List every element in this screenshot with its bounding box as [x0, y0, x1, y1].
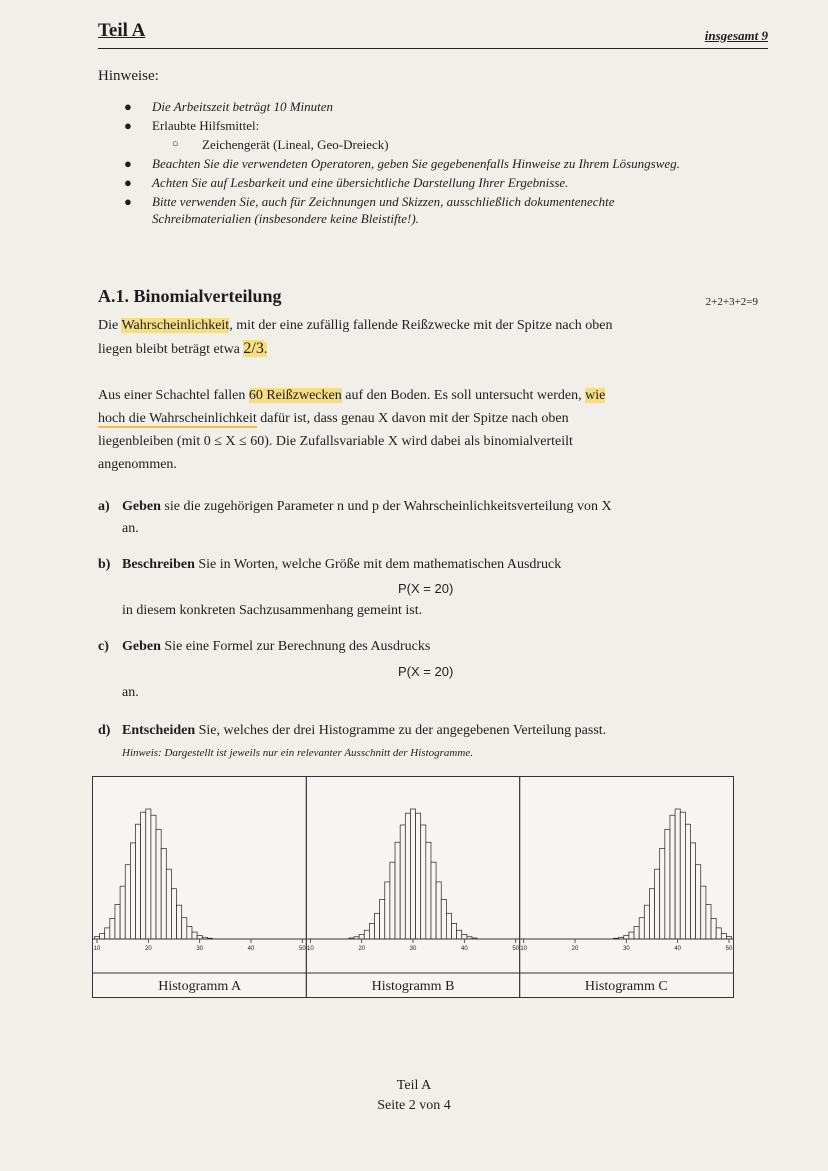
- histogram-bar: [665, 829, 670, 939]
- histogram-bar: [624, 935, 629, 939]
- histogram-b: [306, 777, 519, 997]
- histogram-bar: [649, 889, 654, 939]
- histogram-bar: [192, 932, 197, 939]
- bullet-icon: ●: [124, 156, 132, 171]
- histogram-bar: [431, 862, 436, 939]
- formula-c: P(X = 20): [398, 664, 454, 679]
- list-item: ● Erlaubte Hilfsmittel:: [124, 118, 260, 133]
- histogram-bar: [110, 918, 115, 939]
- problem-paragraph: Aus einer Schachtel fallen 60 Reißzwecken auf den Boden. Es soll untersucht werden, wie hoch die Wahrscheinlichkeit dafür ist, dass genau X davon mit der Spitze nach oben liegenbleiben (mit 0 ≤ X ≤ 60). Die Zufallsvariable X wird dabei als binomialverteilt angenommen.: [98, 388, 606, 472]
- histogram-bar: [721, 934, 726, 939]
- list-item: ● Beachten Sie die verwendeten Operatoren, geben Sie gegebenenfalls Hinweise zu Ihrem Lösungsweg.: [124, 156, 680, 171]
- histogram-panel: [92, 776, 734, 998]
- histogram-bar: [441, 899, 446, 939]
- intro-paragraph: Die Wahrscheinlichkeit, mit der eine zufällig fallende Reißzwecke mit der Spitze nach oben liegen bleibt beträgt etwa 2/3.: [98, 318, 613, 357]
- histogram-a: [93, 809, 306, 994]
- task-d-hint: Hinweis: Dargestellt ist jeweils nur ein relevanter Ausschnitt der Histogramme.: [122, 747, 473, 759]
- tick-label: 30: [409, 946, 417, 952]
- histogram-bar: [136, 824, 141, 939]
- page-header: [98, 18, 768, 49]
- histogram-bar: [100, 934, 105, 939]
- footer-part: Teil A: [396, 1078, 432, 1093]
- histogram-bar: [416, 813, 421, 939]
- histogram-bar: [177, 905, 182, 939]
- bullet-icon: ●: [124, 99, 132, 114]
- histogram-title: Histogramm C: [584, 979, 668, 994]
- histogram-bar: [120, 886, 125, 939]
- list-item: ● Die Arbeitszeit beträgt 10 Minuten: [124, 99, 334, 114]
- hinweise-list: [120, 98, 760, 229]
- histogram-bar: [706, 905, 711, 939]
- tick-label: 50: [725, 946, 733, 952]
- header-title: Teil A: [98, 20, 146, 41]
- tick-label: 30: [196, 946, 204, 952]
- tick-label: 20: [144, 946, 152, 952]
- histogram-bar: [446, 913, 451, 939]
- histogram-bar: [151, 815, 156, 939]
- histogram-bar: [634, 926, 639, 939]
- histogram-bar: [680, 812, 685, 939]
- histogram-bar: [644, 905, 649, 939]
- highlight: Wahrscheinlichkeit: [121, 318, 230, 333]
- list-item: ● Achten Sie auf Lesbarkeit und eine übersichtliche Darstellung Ihrer Ergebnisse.: [124, 175, 569, 190]
- tick-label: 50: [298, 946, 306, 952]
- tick-label: 40: [247, 946, 255, 952]
- tick-label: 10: [520, 946, 528, 952]
- histogram-bar: [457, 930, 462, 939]
- histogram-bar: [405, 813, 410, 939]
- histogram-bar: [660, 848, 665, 939]
- histogram-bar: [452, 923, 457, 939]
- histogram-bar: [197, 935, 202, 939]
- bullet-icon: ●: [124, 175, 132, 190]
- histogram-bar: [685, 824, 690, 939]
- histogram-title: Histogramm A: [158, 979, 242, 994]
- task-c-cont: an.: [122, 685, 139, 700]
- tick-label: 20: [358, 946, 366, 952]
- histogram-bar: [400, 825, 405, 939]
- task-a: a) Geben sie die zugehörigen Parameter n und p der Wahrscheinlichkeitsverteilung von X an.: [98, 499, 612, 536]
- hinweise-title: Hinweise:: [98, 68, 159, 84]
- histogram-bar: [629, 932, 634, 939]
- histogram-bar: [161, 848, 166, 939]
- tick-label: 40: [674, 946, 682, 952]
- histogram-bar: [385, 882, 390, 939]
- histogram-bar: [171, 889, 176, 939]
- header-total-points: insgesamt 9: [704, 28, 768, 43]
- histogram-bar: [369, 923, 374, 939]
- formula-b: P(X = 20): [398, 581, 454, 596]
- tick-label: 30: [622, 946, 630, 952]
- tick-label: 50: [512, 946, 520, 952]
- histograms-svg: [93, 777, 733, 997]
- histogram-c: [520, 777, 733, 997]
- bullet-icon: ●: [124, 194, 132, 209]
- task-b: b) Beschreiben Sie in Worten, welche Größe mit dem mathematischen Ausdruck: [98, 557, 562, 572]
- section-points: 2+2+3+2=9: [705, 296, 758, 308]
- histogram-bar: [130, 843, 135, 939]
- histogram-bar: [421, 825, 426, 939]
- list-item: ● Bitte verwenden Sie, auch für Zeichnungen und Skizzen, ausschließlich dokumentenechte Schreibmaterialien (insbesondere keine Bleistifte!).: [124, 194, 615, 226]
- circle-bullet-icon: ○: [172, 138, 179, 150]
- histogram-bar: [655, 869, 660, 939]
- histogram-bar: [166, 869, 171, 939]
- highlight: 60 Reißzwecken: [248, 388, 342, 403]
- histogram-bar: [125, 865, 130, 939]
- tick-label: 20: [571, 946, 579, 952]
- histogram-bar: [380, 899, 385, 939]
- histogram-bar: [639, 918, 644, 939]
- list-item: ○ Zeichengerät (Lineal, Geo-Dreieck): [172, 137, 389, 152]
- histogram-bar: [375, 913, 380, 939]
- histogram-bar: [359, 934, 364, 939]
- histogram-bar: [105, 928, 110, 939]
- histogram-bar: [390, 862, 395, 939]
- histogram-bar: [462, 934, 467, 939]
- histogram-bar: [364, 930, 369, 939]
- histogram-bar: [716, 928, 721, 939]
- task-d: d) Entscheiden Sie, welches der drei Histogramme zu der angegebenen Verteilung passt.: [98, 723, 607, 738]
- histogram-bar: [146, 809, 151, 939]
- task-b-cont: in diesem konkreten Sachzusammenhang gemeint ist.: [122, 603, 423, 618]
- tick-label: 10: [306, 946, 314, 952]
- histogram-bar: [696, 865, 701, 939]
- histogram-bar: [410, 809, 415, 939]
- histogram-bar: [115, 905, 120, 939]
- histogram-bar: [436, 882, 441, 939]
- underline-highlight: hoch die Wahrscheinlichkeit: [98, 411, 257, 426]
- histogram-bar: [426, 842, 431, 939]
- histogram-bar: [675, 809, 680, 939]
- footer-page-number: Seite 2 von 4: [377, 1098, 451, 1113]
- highlight: wie: [585, 388, 606, 403]
- histogram-bar: [141, 812, 146, 939]
- section-title: A.1. Binomialverteilung: [98, 286, 282, 306]
- bullet-icon: ●: [124, 118, 132, 133]
- histogram-bar: [711, 918, 716, 939]
- histogram-bar: [156, 829, 161, 939]
- histogram-bar: [670, 815, 675, 939]
- tick-label: 10: [93, 946, 101, 952]
- histogram-bar: [395, 842, 400, 939]
- task-c: c) Geben Sie eine Formel zur Berechnung des Ausdrucks: [98, 639, 431, 654]
- histogram-bar: [182, 918, 187, 939]
- tick-label: 40: [460, 946, 468, 952]
- histogram-bar: [701, 886, 706, 939]
- histogram-bar: [691, 843, 696, 939]
- histogram-bar: [187, 926, 192, 939]
- fraction-highlight: 2/3: [243, 340, 264, 357]
- histogram-title: Histogramm B: [371, 979, 455, 994]
